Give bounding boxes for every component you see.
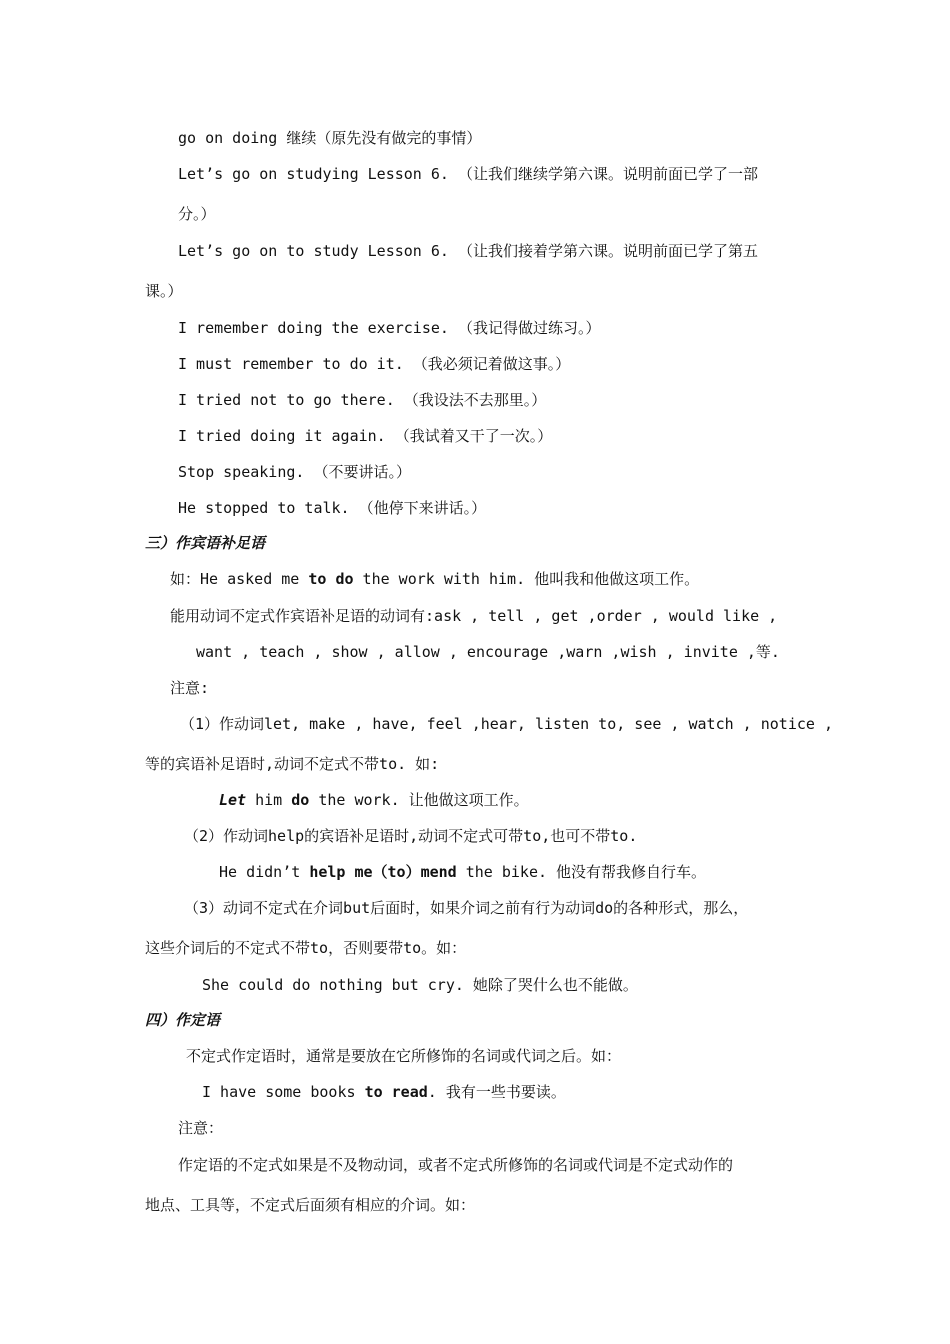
text-line: 等的宾语补足语时,动词不定式不带to. 如: xyxy=(145,755,440,773)
text-line: I tried not to go there. （我设法不去那里。） xyxy=(178,391,547,409)
text-line: 能用动词不定式作宾语补足语的动词有:ask , tell , get ,order , would like , xyxy=(170,607,778,625)
text-line: 分。） xyxy=(178,205,216,223)
text-line: go on doing 继续（原先没有做完的事情） xyxy=(178,129,482,147)
text-line: He stopped to talk. （他停下来讲话。） xyxy=(178,499,487,517)
section-heading: 四）作定语 xyxy=(145,1011,221,1029)
text-line: 注意： xyxy=(178,1119,224,1137)
example-emphasis: Let xyxy=(219,791,247,809)
text-line: Stop speaking. （不要讲话。） xyxy=(178,463,411,481)
text-line: 地点、工具等，不定式后面须有相应的介词。如： xyxy=(145,1196,476,1214)
text-line: want , teach , show , allow , encourage ,warn ,wish , invite ,等. xyxy=(196,643,780,661)
example-line xyxy=(219,790,529,810)
text-line: （3）动词不定式在介词but后面时，如果介词之前有行为动词do的各种形式，那么， xyxy=(184,899,749,917)
example-text: 如：He asked me xyxy=(170,570,309,588)
example-text: the work with him. 他叫我和他做这项工作。 xyxy=(353,570,700,588)
example-line xyxy=(170,569,699,589)
example-text: . 我有一些书要读。 xyxy=(427,1083,566,1101)
text-line: Let’s go on studying Lesson 6. （让我们继续学第六课。说明前面已学了一部 xyxy=(178,165,758,183)
text-line: （1）作动词let, make , have, feel ,hear, listen to, see , watch , notice , xyxy=(180,715,833,733)
text-line: 课。） xyxy=(145,282,183,300)
example-emphasis: to do xyxy=(308,570,354,588)
text-line: 不定式作定语时，通常是要放在它所修饰的名词或代词之后。如： xyxy=(186,1047,622,1065)
text-line: I remember doing the exercise. （我记得做过练习。） xyxy=(178,319,601,337)
text-line: 作定语的不定式如果是不及物动词，或者不定式所修饰的名词或代词是不定式动作的 xyxy=(178,1156,734,1174)
example-emphasis: help me（to）mend xyxy=(309,863,457,881)
example-text: the bike. 他没有帮我修自行车。 xyxy=(456,863,707,881)
example-line xyxy=(219,862,706,882)
example-line xyxy=(202,1082,566,1102)
text-line: I must remember to do it. （我必须记着做这事。） xyxy=(178,355,571,373)
example-emphasis: do xyxy=(291,791,310,809)
example-text: I have some books xyxy=(202,1083,365,1101)
text-line: （2）作动词help的宾语补足语时,动词不定式可带to,也可不带to. xyxy=(184,827,638,845)
example-text: him xyxy=(246,791,292,809)
text-line: I tried doing it again. （我试着又干了一次。） xyxy=(178,427,553,445)
example-text: the work. 让他做这项工作。 xyxy=(309,791,529,809)
text-line: 注意: xyxy=(170,679,210,697)
text-line: 这些介词后的不定式不带to，否则要带to。如： xyxy=(145,939,467,957)
example-emphasis: to read xyxy=(364,1083,428,1101)
text-line: She could do nothing but cry. 她除了哭什么也不能做。 xyxy=(202,976,638,994)
example-text: He didn’t xyxy=(219,863,310,881)
section-heading: 三）作宾语补足语 xyxy=(145,534,266,552)
text-line: Let’s go on to study Lesson 6. （让我们接着学第六课。说明前面已学了第五 xyxy=(178,242,758,260)
